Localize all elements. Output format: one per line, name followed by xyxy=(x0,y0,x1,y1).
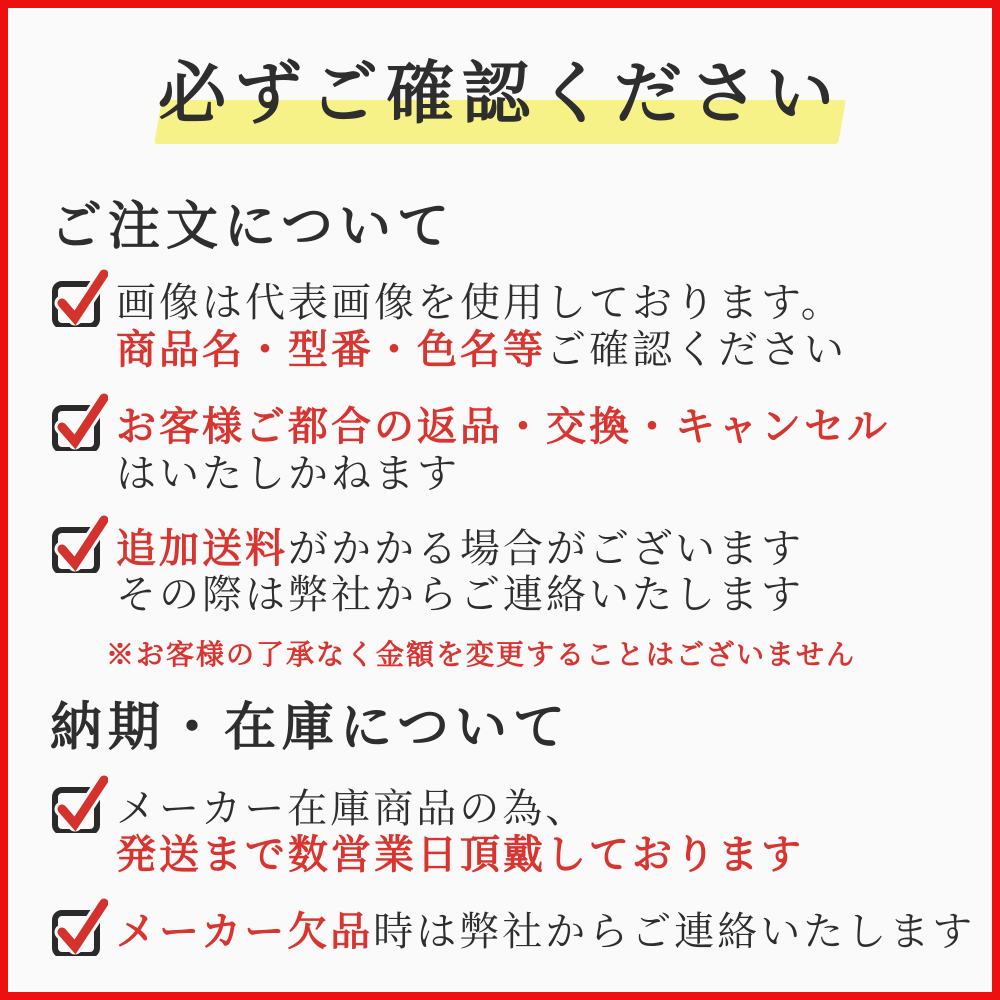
checked-checkbox-icon xyxy=(50,896,108,956)
section-heading-order: ご注文について xyxy=(50,196,455,257)
text-black: メーカー在庫商品の為、 xyxy=(116,785,589,832)
notice-title: 必ずご確認ください xyxy=(157,54,842,134)
checked-checkbox-icon xyxy=(50,267,108,327)
text-red-emphasis: 商品名・型番・色名等 xyxy=(116,326,546,374)
item-text xyxy=(116,786,804,880)
text-black: 画像は代表画像を使用しております。 xyxy=(116,280,844,327)
text-black: ご確認ください xyxy=(546,327,847,374)
item-line xyxy=(116,909,975,956)
checklist-item-no-returns xyxy=(50,404,950,498)
text-red-emphasis: メーカー欠品 xyxy=(116,908,374,956)
item-line xyxy=(116,526,804,573)
section-heading-stock: 納期・在庫について xyxy=(50,697,571,759)
text-black: はいたしかねます xyxy=(116,450,460,497)
text-red-emphasis: 発送まで数営業日頂戴しております xyxy=(116,831,804,879)
checked-checkbox-icon xyxy=(50,773,108,833)
text-black: 時は弊社からご連絡いたします xyxy=(373,909,976,956)
item-text xyxy=(116,280,847,374)
item-line xyxy=(116,451,890,498)
item-line xyxy=(116,327,847,374)
text-red-emphasis: お客様ご都合の返品・交換・キャンセル xyxy=(116,402,890,450)
checked-checkbox-icon xyxy=(50,391,108,451)
checklist-item-maker-shortage xyxy=(50,908,976,956)
title-banner xyxy=(8,38,992,150)
item-line xyxy=(116,404,890,451)
item-text xyxy=(116,404,890,498)
item-line xyxy=(116,786,804,833)
item-text xyxy=(116,909,975,956)
notice-body xyxy=(8,196,992,956)
text-red-emphasis: 追加送料 xyxy=(116,524,288,572)
text-black: がかかる場合がございます xyxy=(288,525,804,572)
item-text xyxy=(116,526,804,620)
text-black: その際は弊社からご連絡いたします xyxy=(116,572,804,619)
item-line xyxy=(116,832,804,879)
checked-checkbox-icon xyxy=(50,513,108,573)
item-line xyxy=(116,572,804,619)
checklist-item-representative-image xyxy=(50,280,950,374)
item-line xyxy=(116,280,847,327)
footnote-no-price-change: ※お客様の了承なく金額を変更することはございません xyxy=(106,638,857,672)
checklist-item-extra-shipping xyxy=(50,526,950,620)
checklist-item-maker-stock xyxy=(50,786,950,880)
